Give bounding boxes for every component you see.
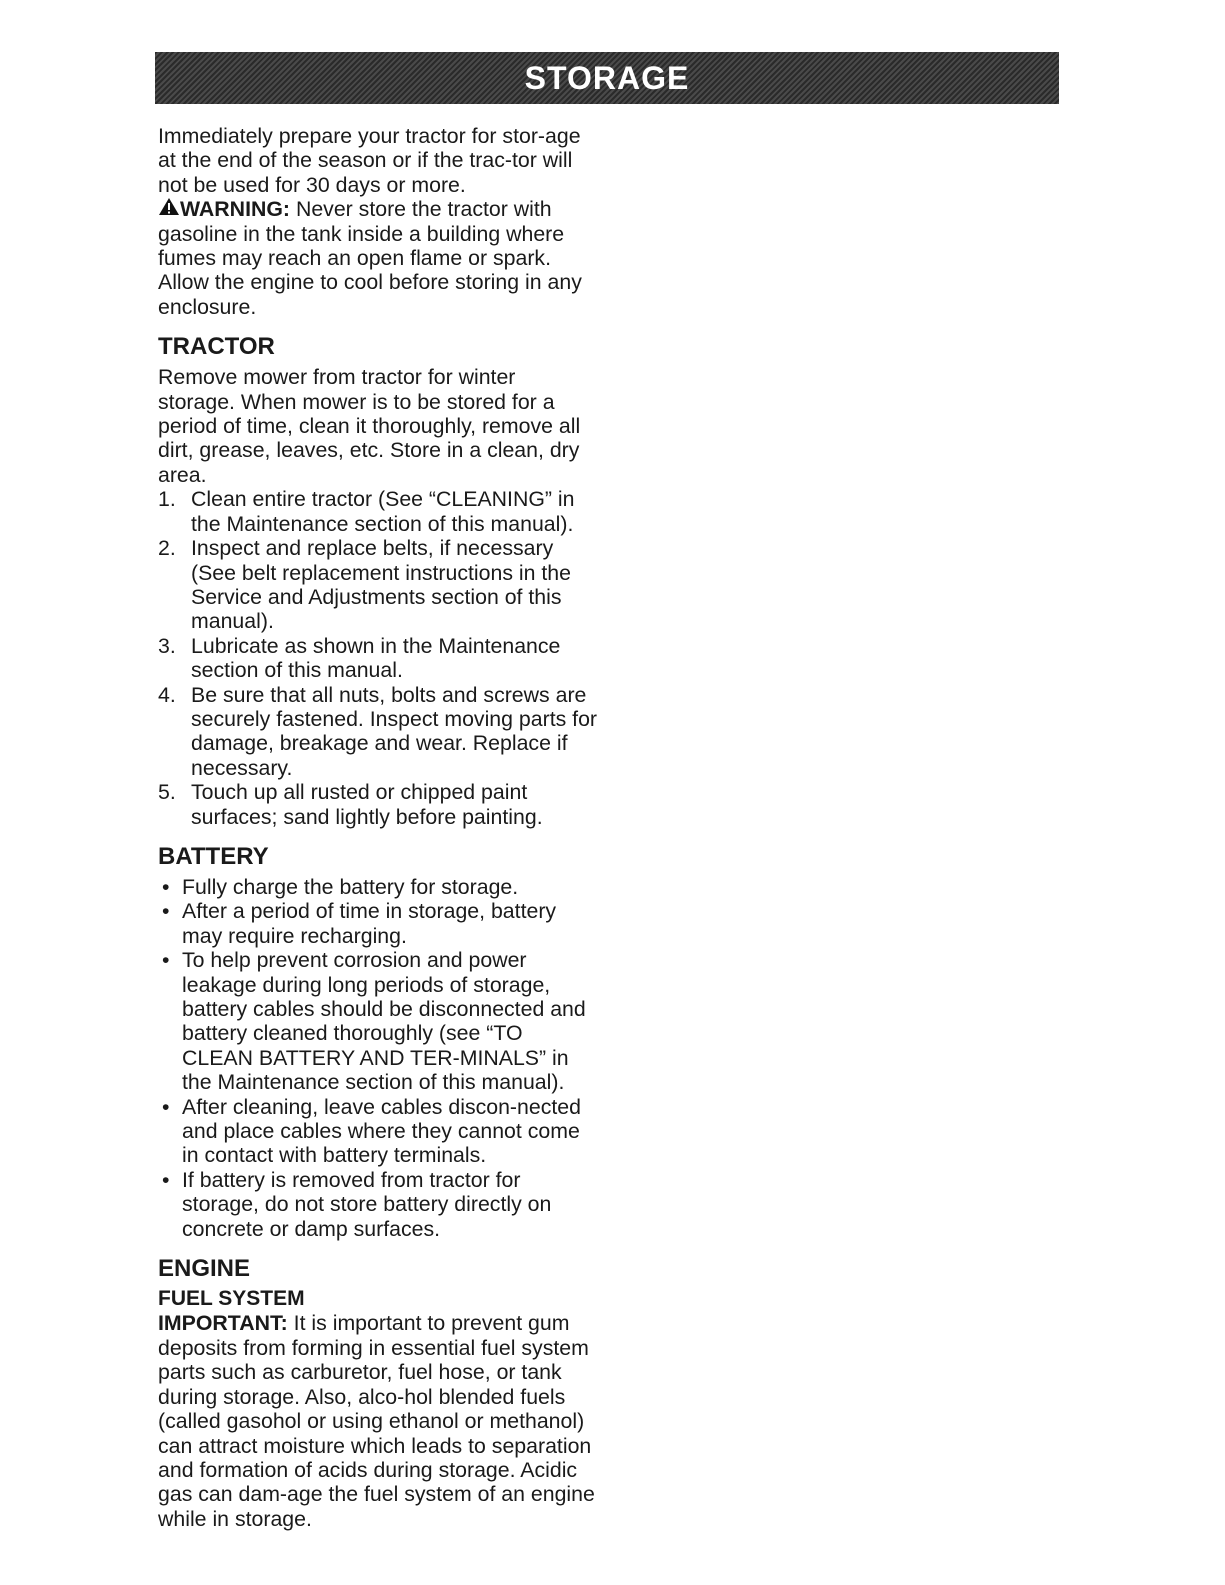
warning-label: WARNING: bbox=[180, 197, 291, 222]
intro-text: Immediately prepare your tractor for stor-age at the end of the season or if the trac-tor will not be used for 30 days or more. bbox=[158, 124, 581, 197]
warning-triangle-icon bbox=[158, 197, 180, 216]
list-item: 2. Inspect and replace belts, if necessary (See belt replacement instructions in the Service and Adjustments section of this manual). bbox=[158, 536, 571, 634]
battery-heading: BATTERY bbox=[158, 842, 269, 870]
list-item: 3. Lubricate as shown in the Maintenance section of this manual. bbox=[158, 633, 561, 683]
list-item: • If battery is removed from tractor for storage, do not store battery directly on concrete or damp surfaces. bbox=[162, 1167, 552, 1241]
storage-title-banner bbox=[155, 52, 1059, 104]
list-item: • After cleaning, leave cables discon-nected and place cables where they cannot come in contact with battery terminals. bbox=[162, 1094, 581, 1168]
list-item: • After a period of time in storage, battery may require recharging. bbox=[162, 899, 557, 948]
tractor-steps bbox=[158, 487, 598, 829]
page-title: STORAGE bbox=[524, 59, 690, 96]
fuel-important-paragraph: IMPORTANT: It is important to prevent gum deposits from forming in essential fuel system parts such as carburetor, fuel hose, or tank during storage. Also, alco-hol blended fuels (called gasohol or using ethanol or methanol) can attract moisture which leads to separation and formation of acids during storage. Acidic gas can dam-age the fuel system of an engine while in storage. bbox=[158, 1311, 595, 1531]
list-item: 5. Touch up all rusted or chipped paint surfaces; sand lightly before painting. bbox=[158, 780, 543, 829]
warning-paragraph bbox=[158, 197, 598, 319]
list-item: 1. Clean entire tractor (See “CLEANING” in the Maintenance section of this manual). bbox=[158, 487, 575, 536]
tractor-text: Remove mower from tractor for winter storage. When mower is to be stored for a period of time, clean it thoroughly, remove all dirt, grease, leaves, etc. Store in a clean, dry area. bbox=[158, 365, 581, 487]
warning-text: Never store the tractor with gasoline in the tank inside a building where fumes may reach an open flame or spark. Allow the engine to cool before storing in any enclosure. bbox=[158, 197, 582, 319]
engine-heading: ENGINE bbox=[158, 1255, 251, 1283]
tractor-heading: TRACTOR bbox=[158, 333, 275, 361]
list-item: 4. Be sure that all nuts, bolts and screws are securely fastened. Inspect moving parts for damage, breakage and wear. Replace if necessary. bbox=[158, 682, 598, 780]
battery-list bbox=[158, 875, 598, 1241]
left-column bbox=[158, 124, 598, 1531]
fuel-system-heading: FUEL SYSTEM bbox=[158, 1287, 305, 1311]
list-item: • Fully charge the battery for storage. bbox=[162, 874, 519, 899]
list-item: • To help prevent corrosion and power leakage during long periods of storage, battery cables should be disconnected and battery cleaned thoroughly (see “TO CLEAN BATTERY AND TER-MINALS” in the Maintenance section of this manual). bbox=[162, 948, 586, 1095]
